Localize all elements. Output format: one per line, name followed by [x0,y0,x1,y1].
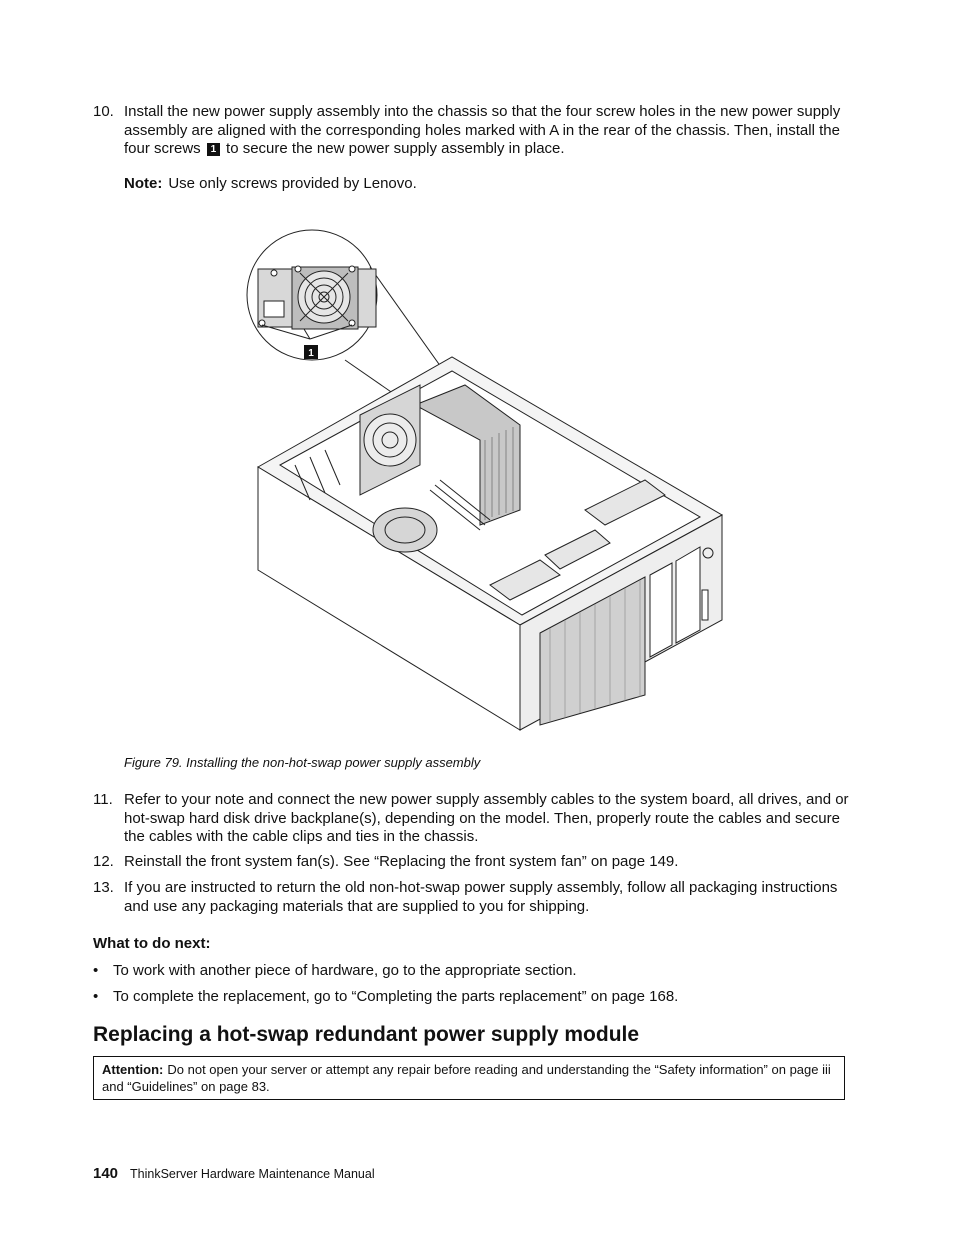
step-11 [93,791,853,847]
note-text: Use only screws provided by Lenovo. [168,175,417,192]
bullet-text: To work with another piece of hardware, go to the appropriate section. [113,962,577,979]
step-text: Reinstall the front system fan(s). See “Replacing the front system fan” on page 149. [124,853,679,870]
bullet-dot-icon: • [93,988,99,1005]
step-text: Refer to your note and connect the new power supply assembly cables to the system board, all drives, and or hot-swap hard disk drive backplane(s), depending on the model. Then, properly route the cables and secure the cables with the cable clips and ties in the chassis. [124,791,849,845]
screw [295,266,301,272]
drive-bay [650,563,672,657]
page-number: 140 [93,1165,119,1182]
figure-caption: Figure 79. Installing the non-hot-swap power supply assembly [124,755,481,770]
step-text: If you are instructed to return the old non-hot-swap power supply assembly, follow all packaging instructions and use any packaging materials that are supplied to you for shipping. [124,879,838,915]
manual-title: ThinkServer Hardware Maintenance Manual [130,1167,375,1181]
bullet-item [93,962,577,979]
usb-ports [702,590,708,620]
callout-badge: 1 [207,143,220,156]
power-supply-installation-figure [240,225,730,735]
page-footer [93,1165,375,1182]
step-12 [93,853,853,872]
attention-text: Do not open your server or attempt any repair before reading and understanding the “Safety information” on page iii and “Guidelines” on page 83. [102,1062,831,1094]
step-10 [93,103,853,159]
step-text [124,103,853,159]
bullet-dot-icon: • [93,962,99,979]
power-inlet [264,301,284,317]
drive-bay [676,547,700,643]
screw [271,270,277,276]
bullet-item [93,988,678,1005]
section-title: Replacing a hot-swap redundant power supply module [93,1023,640,1046]
step-number: 10. [93,103,114,120]
figure-callout-text: 1 [308,348,314,359]
screw [349,266,355,272]
note [124,175,417,192]
step-number: 12. [93,853,114,870]
step-13 [93,879,853,916]
step-text-part: to secure the new power supply assembly in place. [226,140,565,157]
bullet-text: To complete the replacement, go to “Completing the parts replacement” on page 168. [113,988,679,1005]
note-label: Note: [124,175,163,192]
attention-box [93,1056,845,1100]
step-number: 11. [93,791,113,808]
what-to-do-next-heading: What to do next: [93,935,211,952]
attention-label: Attention: [102,1062,164,1077]
step-number: 13. [93,879,114,896]
heatsink-fan [373,508,437,552]
step-text-part: Install the new power supply assembly into the chassis so that the four screw holes in the new power supply assembly are aligned with the corresponding holes marked with A in the rear of the chassis. Then, install the four screws [124,103,841,157]
